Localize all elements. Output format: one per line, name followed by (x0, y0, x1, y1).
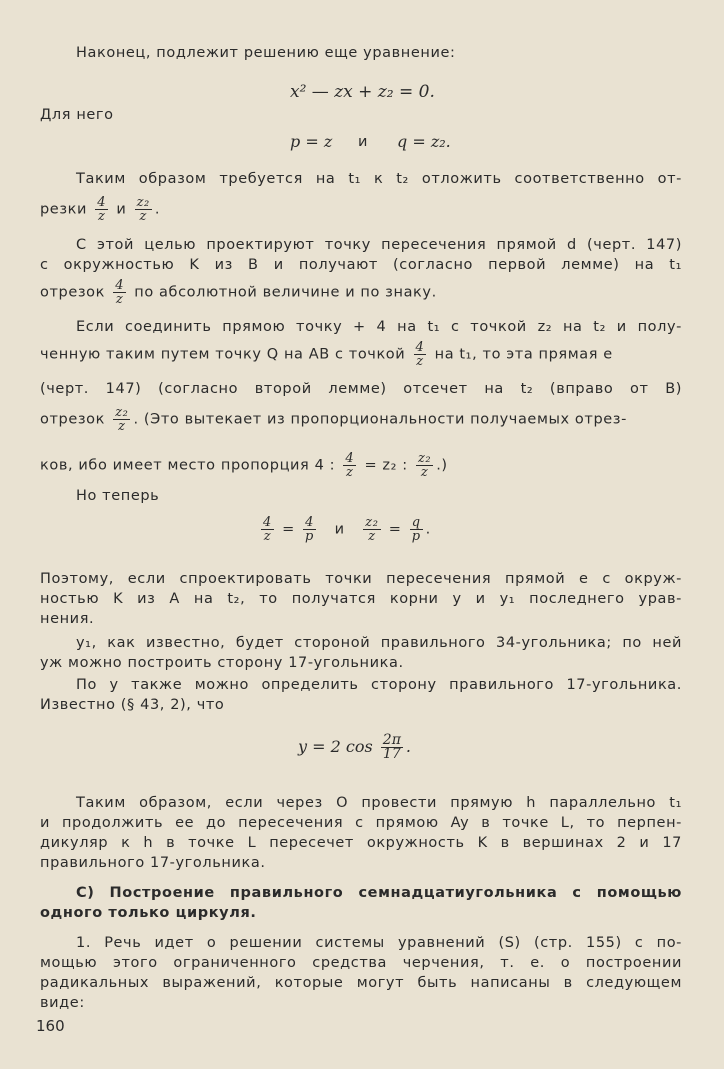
fraction-numerator: z₂ (417, 451, 432, 466)
equation-proportion: $\frac{4}{z}$ = $\frac{4}{p}$ и $\frac{\text{z₂}}{z}$ = $\frac{q}{p}$ . (263, 515, 431, 544)
fraction-denominator: p (411, 529, 421, 544)
text-segment: резки (40, 201, 88, 218)
page-number: 160 (36, 1017, 65, 1035)
fraction-denominator: z (416, 354, 424, 369)
fraction-denominator: p (305, 529, 314, 544)
paragraph-line (40, 341, 682, 368)
fraction-denominator: z (368, 529, 376, 544)
paragraph-line: Если соединить прямою точку + 4 на t₁ с точкой z₂ на t₂ и полу- (76, 319, 682, 335)
paragraph-line: (черт. 147) (согласно второй лемме) отсечет на t₂ (вправо от B) (40, 381, 682, 397)
text-segment: . (Это вытекает из пропорциональности получаемых отрез- (133, 411, 627, 428)
paragraph-line: 1. Речь идет о решении системы уравнений (S) (стр. 155) с по- (76, 935, 682, 951)
paragraph-line: дикуляр к h в точке L пересечет окружность K в вершинах 2 и 17 (40, 835, 682, 851)
paragraph-line: Для него (40, 107, 114, 123)
paragraph-line: По y также можно определить сторону правильного 17-угольника. (76, 677, 682, 693)
text-segment: ченную таким путем точку Q на AB с точкой (40, 346, 406, 363)
paragraph-line: Известно (§ 43, 2), что (40, 697, 225, 713)
paragraph-line: ностью K из A на t₂, то получатся корни y и y₁ последнего урав- (40, 591, 682, 607)
text-segment: = z₂ : (364, 457, 408, 474)
paragraph-line (40, 452, 448, 479)
fraction (113, 279, 126, 306)
paragraph-line: y₁, как известно, будет стороной правильного 34-угольника; по ней (76, 635, 682, 651)
fraction-numerator: 4 (263, 515, 272, 530)
fraction-numerator: 4 (305, 515, 314, 530)
paragraph-line: резки $\frac{4}{z}$ и $\frac{\text{z₂}}{z}$ . (40, 195, 161, 224)
equation-q: q = z₂. (397, 132, 451, 151)
paragraph-line: нения. (40, 611, 95, 627)
fraction-denominator: z (139, 209, 147, 224)
paragraph-line: Но теперь (76, 488, 160, 504)
fraction (95, 196, 108, 223)
fraction (343, 452, 356, 479)
fraction (363, 516, 380, 543)
fraction (416, 452, 433, 479)
fraction-denominator: z (97, 209, 106, 224)
paragraph-line: С этой целью проектируют точку пересечения прямой d (черт. 147) (76, 237, 682, 253)
fraction-numerator: 4 (97, 195, 107, 210)
text-segment: и (116, 201, 127, 218)
paragraph-line: Наконец, подлежит решению еще уравнение: (76, 45, 456, 61)
paragraph-line: радикальных выражений, которые могут быть написаны в следующем (40, 975, 682, 991)
fraction (135, 196, 152, 223)
fraction (261, 516, 274, 543)
paragraph-line: уж можно построить сторону 17-угольника. (40, 655, 404, 671)
text-segment: . (405, 737, 411, 756)
paragraph-line: виде: (40, 995, 85, 1011)
fraction-numerator: 4 (415, 340, 425, 355)
text-segment: отрезок (40, 411, 105, 428)
paragraph-line: мощью этого ограниченного средства черчения, т. е. о построении (40, 955, 682, 971)
paragraph-line: Таким образом, если через O провести прямую h параллельно t₁ (76, 795, 682, 811)
text-segment: ков, ибо имеет место пропорция 4 : (40, 457, 336, 474)
text-segment: отрезок (40, 284, 105, 301)
text-segment: y = 2 cos (298, 737, 373, 756)
equation-p: p = z (290, 132, 333, 151)
text-segment: .) (436, 457, 448, 474)
fraction-denominator: 17 (382, 746, 401, 762)
equation-cosine (298, 734, 411, 761)
equation-quadratic: x² — zx + z₂ = 0. (290, 82, 435, 102)
text-segment: по абсолютной величине и по знаку. (134, 284, 437, 301)
fraction-denominator: z (420, 465, 429, 480)
fraction-numerator: z₂ (136, 195, 150, 210)
paragraph-line (40, 279, 437, 306)
fraction-denominator: z (115, 292, 124, 307)
fraction-numerator: 2π (382, 732, 401, 748)
fraction (113, 406, 130, 433)
fraction-numerator: 4 (115, 278, 125, 293)
fraction (414, 341, 427, 368)
fraction (303, 516, 316, 543)
paragraph-line: Таким образом требуется на t₁ к t₂ отложить соответственно от- (76, 171, 682, 187)
fraction-denominator: z (263, 529, 272, 544)
text-segment: на t₁, то эта прямая e (434, 346, 613, 363)
text-segment: и (334, 521, 345, 538)
fraction-numerator: q (411, 515, 421, 530)
paragraph-line: Поэтому, если спроектировать точки пересечения прямой e с окруж- (40, 571, 682, 587)
paragraph-line: правильного 17-угольника. (40, 855, 266, 871)
paragraph-line: с окружностью K из B и получают (согласно первой лемме) на t₁ (40, 257, 682, 273)
fraction-numerator: z₂ (115, 405, 129, 420)
fraction (410, 516, 423, 543)
fraction-numerator: 4 (345, 451, 355, 466)
fraction-numerator: z₂ (365, 515, 379, 530)
fraction (381, 734, 403, 761)
equation-conjunction: и (358, 134, 369, 150)
fraction-denominator: z (118, 419, 126, 434)
fraction-denominator: z (346, 465, 354, 480)
paragraph-line (40, 406, 627, 433)
paragraph-line: и продолжить ее до пересечения с прямою Ay в точке L, то перпен- (40, 815, 682, 831)
section-heading: С) Построение правильного семнадцатиугольника с помощью (76, 885, 682, 901)
section-heading: одного только циркуля. (40, 905, 257, 921)
